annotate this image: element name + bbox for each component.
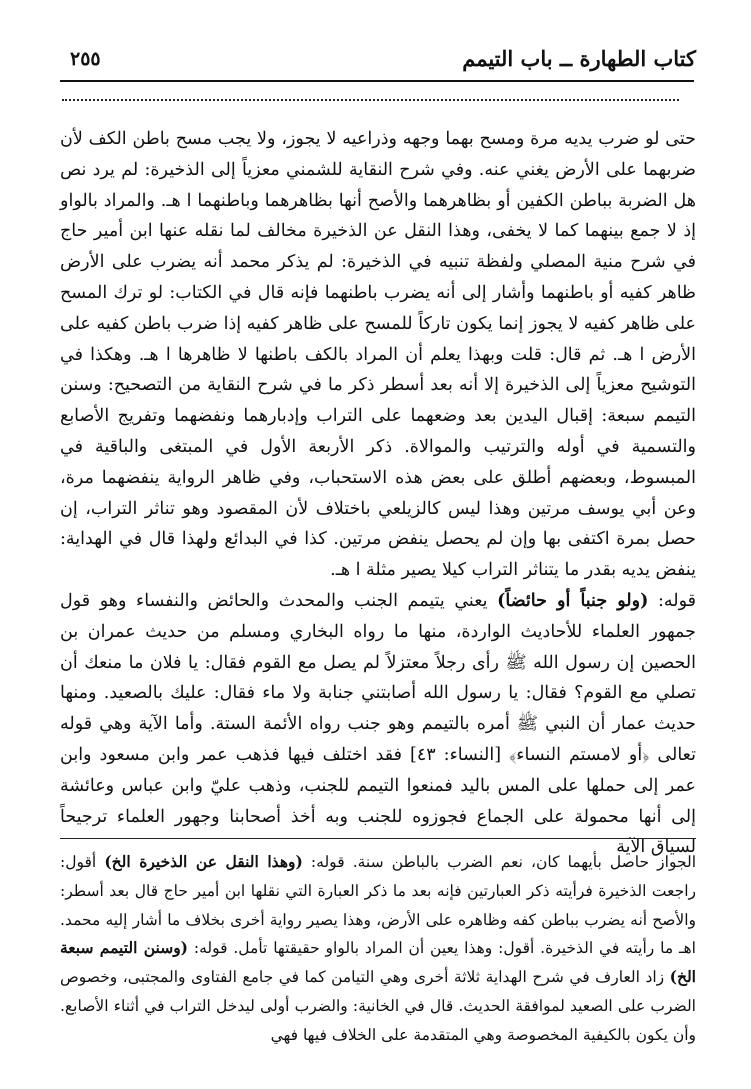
main-paragraph-2-body: يعني يتيمم الجنب والمحدث والحائض والنفساء وهو قول جمهور العلماء للأحاديث الواردة، منها ما رواه البخاري ومسلم من حديث عمران بن الحصين إن رسول الله ﷺ رأى رجلاً معتزلاً لم يصل مع القوم فقال: يا فلان ما منعك أن تصلي مع القوم؟ فقال: يا رسول الله أصابتني جنابة ولا ماء فقال: عليك بالصعيد. ومنها حديث عمار أن النبي ﷺ أمره بالتيمم وهو جنب رواه الأئمة الستة. وأما الآية وهي قوله تعالى ﴿أو لامستم النساء﴾ [النساء: ٤٣] فقد اختلف فيها فذهب عمر وابن مسعود وابن عمر إلى حملها على المس باليد فمنعوا التيمم للجنب، وذهب عليّ وابن عباس وعائشة إلى أنها محمولة على الجماع فجوزوه للجنب وبه أخذ أصحابنا وجهور العلماء ترجيحاً لسياق الآية — [60, 590, 696, 858]
footnote-part-2: أقول: راجعت الذخيرة فرأيته ذكر العبارتين فإنه بعد ما ذكر العبارة التي نقلها ابن أمير حاج قال بعد أسطر: والأصح أنه يضرب بباطن كفه وظاهره على الأرض، وهذا يصير رواية أخرى بخلاف ما أشار إليه محمد. اهـ ما رأيته في الذخيرة. أقول: وهذا يعين أن المراد بالواو حقيقتها تأمل. قوله: — [60, 853, 696, 958]
main-paragraph-1: حتى لو ضرب يديه مرة ومسح بهما وجهه وذراعيه لا يجوز، ولا يجب مسح باطن الكف لأن ضربهما على الأرض يغني عنه. وفي شرح النقاية للشمني معزياً إلى الذخيرة: لم يرد نص هل الضربة بباطن الكفين أو بظاهرهما والأصح أنها بظاهرهما وباطنهما ا هـ. والمراد بالواو إذ لا جمع بينهما كما لا يخفى، وهذا النقل عن الذخيرة مخالف لما نقله عنها ابن أمير حاج في شرح منية المصلي ولفظة تنبيه في الذخيرة: لم يذكر محمد أنه يضرب على الأرض ظاهر كفيه أو باطنهما وأشار إلى أنه يضرب باطنهما فإنه قال في الكتاب: لو ترك المسح على ظاهر كفيه لا يجوز إنما يكون تاركاً للمسح على ظاهر كفيه إذا ضرب باطن كفيه على الأرض ا هـ. ثم قال: قلت وبهذا يعلم أن المراد بالكف باطنها لا ظاهرها ا هـ. وهكذا في التوشيح معزياً إلى الذخيرة إلا أنه بعد أسطر ذكر ما في شرح النقاية من التصحيح: وسنن التيمم سبعة: إقبال اليدين بعد وضعهما على التراب وإدبارهما ونفضهما وتفريج الأصابع والتسمية في أوله والترتيب والموالاة. ذكر الأربعة الأول في المبتغى والباقية في المبسوط، وبعضهم أطلق على بعض هذه الاستحباب، وفي ظاهر الرواية ينفضهما مرة، وعن أبي يوسف مرتين وهذا ليس كالزيلعي باختلاف لأن المقصود وهو تناثر التراب، إن حصل بمرة اكتفى بها وإن لم يحصل ينفض مرتين. كذا في البدائع ولهذا قال في الهداية: ينفض يديه بقدر ما يتناثر التراب كيلا يصير مثلة ا هـ. — [60, 129, 696, 581]
quoted-phrase: (ولو جنباً أو حائضاً) — [497, 590, 649, 611]
footnotes — [60, 848, 696, 1050]
chapter-title: كتاب الطهارة ــ باب التيمم — [462, 46, 696, 71]
main-paragraph-2 — [60, 586, 696, 863]
footnote-lead-2: (وسنن التيمم سبعة الخ) — [60, 938, 696, 987]
main-text — [60, 124, 696, 863]
footnote-part-3: زاد العارف في شرح الهداية ثلاثة أخرى وهي التيامن كما في جامع الفتاوى والمجتبى، وخصوص الضرب على الصعيد لموافقة الحديث. قال في الخانية: والضرب أولى ليدخل التراب في أثناء الأصابع. وأن يكون بالكيفية المخصوصة وهي المتقدمة على الخلاف فيها فهي — [60, 968, 696, 1044]
dotted-separator — [62, 99, 679, 101]
footnote-rule — [60, 838, 696, 839]
footnote-paragraph — [60, 848, 696, 1050]
header-rule — [60, 80, 694, 82]
footnote-lead-1: (وهذا النقل عن الذخيرة الخ) — [104, 852, 303, 871]
page-number: ٢٥٥ — [70, 48, 101, 70]
footnote-part-1: الجواز حاصل بأيهما كان، نعم الضرب بالباطن سنة. قوله: — [302, 853, 697, 871]
qawluhu-prefix: قوله: — [648, 590, 696, 611]
running-header — [60, 42, 696, 78]
